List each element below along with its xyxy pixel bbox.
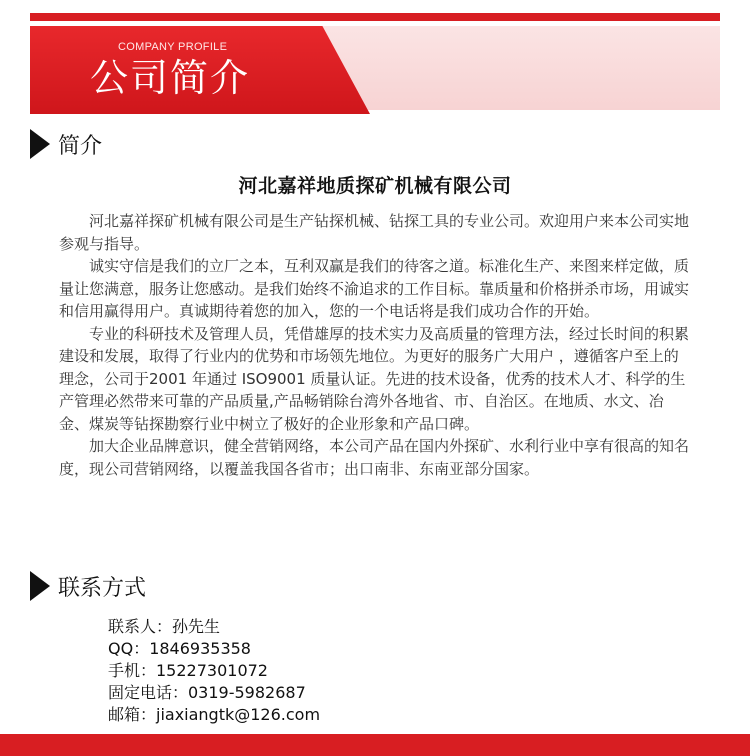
banner-subtitle: COMPANY PROFILE	[118, 41, 228, 53]
intro-paragraph: 加大企业品牌意识，健全营销网络，本公司产品在国内外探矿、水利行业中享有很高的知名度，现公司营销网络，以覆盖我国各省市；出口南非、东南亚部分国家。	[59, 437, 690, 478]
contact-phone: 固定电话：0319-5982687	[108, 683, 306, 702]
contact-section-heading	[30, 570, 146, 602]
triangle-arrow-icon	[30, 571, 50, 601]
company-name: 河北嘉祥地质探矿机械有限公司	[238, 175, 512, 197]
contact-info	[108, 616, 320, 726]
intro-section-heading	[30, 128, 102, 160]
top-red-bar	[30, 13, 720, 21]
intro-paragraph: 诚实守信是我们的立厂之本，互利双赢是我们的待客之道。标准化生产、来图来样定做，质量让您满意，服务让您感动。是我们始终不渝追求的工作目标。靠质量和价格拼杀市场，用诚实和信用赢得用户。真诚期待着您的加入，您的一个电话将是我们成功合作的开始。	[59, 257, 690, 320]
intro-heading-label: 简介	[58, 133, 103, 159]
contact-person: 联系人：孙先生	[108, 617, 221, 636]
triangle-arrow-icon	[30, 129, 50, 159]
contact-mobile: 手机：15227301072	[108, 661, 268, 680]
banner-title: 公司简介	[90, 56, 251, 100]
contact-qq: QQ：1846935358	[108, 639, 251, 658]
company-introduction	[59, 210, 693, 480]
intro-paragraph: 河北嘉祥探矿机械有限公司是生产钻探机械、钻探工具的专业公司。欢迎用户来本公司实地参观与指导。	[59, 212, 690, 253]
contact-email: 邮箱：jiaxiangtk@126.com	[108, 705, 321, 724]
contact-heading-label: 联系方式	[58, 575, 147, 601]
intro-paragraph: 专业的科研技术及管理人员，凭借雄厚的技术实力及高质量的管理方法，经过长时间的积累建设和发展，取得了行业内的优势和市场领先地位。为更好的服务广大用户 ，遵循客户至上的理念，公司于2001 年通过 ISO9001 质量认证。先进的技术设备，优秀的技术人才、科学的生产管理必然带来可靠的产品质量,产品畅销除台湾外各地省、市、自治区。在地质、水文、冶金、煤炭等钻探勘察行业中树立了极好的企业形象和产品口碑。	[59, 324, 690, 433]
bottom-red-bar	[0, 734, 750, 756]
